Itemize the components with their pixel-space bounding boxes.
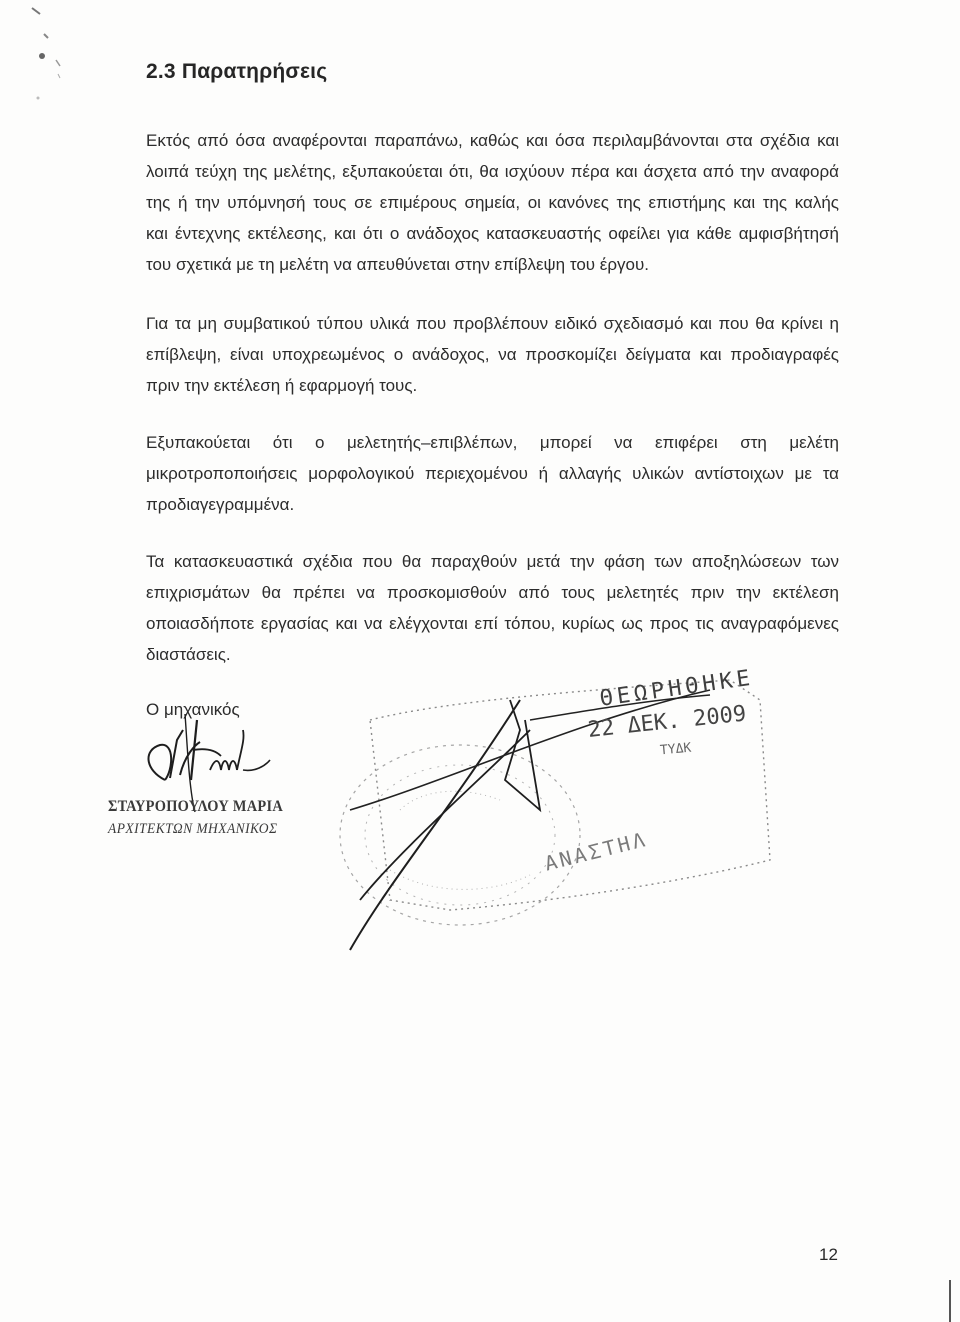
seal-reference: ΤΥΔΚ: [659, 740, 692, 759]
paragraph-line: Εκτός από όσα αναφέρονται παραπάνω, καθώς και όσα περιλαμβάνονται στα σχέδια και: [146, 131, 839, 150]
paragraph-line: Για τα μη συμβατικού τύπου υλικά που προβλέπουν ειδικό σχεδιασμό και που θα κρίνει η: [146, 314, 839, 333]
paragraph-line: μικροτροποποιήσεις μορφολογικού περιεχομένου ή αλλαγής υλικών αντίστοιχων με τα: [146, 464, 839, 483]
paragraph-line: προδιαγεγραμμένα.: [146, 495, 295, 514]
seal-date: 22 ΔΕΚ. 2009: [586, 701, 748, 743]
paragraph-line: επίβλεψη, είναι υποχρεωμένος ο ανάδοχος, να προσκομίζει δείγματα και προδιαγραφές: [146, 345, 839, 364]
paragraph-line: της ή την υπόμνησή τους σε επιμέρους σημεία, οι κανόνες της επιστήμης και της καλής: [146, 193, 839, 212]
seal-lower-text: ΑΝΑΣΤΗΛ: [542, 826, 651, 876]
paragraph-line: οποιασδήποτε εργασίας και να ελέγχονται επί τόπου, κυρίως ως προς τις αναγραφόμενες: [146, 614, 839, 633]
scan-artifact-marks: [0, 0, 80, 120]
page-number: 12: [819, 1245, 838, 1264]
engineer-stamp: [108, 796, 303, 840]
paragraph-general-rules: [146, 125, 839, 280]
seal-approved-text: ΘΕΩΡΗΘΗΚΕ: [598, 665, 756, 712]
paragraph-line: Εξυπακούεται ότι ο μελετητής–επιβλέπων, μπορεί να επιφέρει στη μελέτη: [146, 433, 839, 452]
paragraph-construction-drawings: [146, 546, 839, 670]
paragraph-line: λοιπά τεύχη της μελέτης, εξυπακούεται ότι, θα ισχύουν πέρα και άσχετα από την αναφορά: [146, 162, 839, 181]
section-heading: 2.3 Παρατηρήσεις: [146, 60, 328, 83]
paragraph-non-standard-materials: [146, 308, 839, 401]
stamp-name: ΣΤΑΥΡΟΠΟΥΛΟΥ ΜΑΡΙΑ: [108, 798, 284, 815]
paragraph-line: διαστάσεις.: [146, 645, 231, 664]
paragraph-line: πριν την εκτέλεση ή εφαρμογή τους.: [146, 376, 418, 395]
paragraph-line: του σχετικά με τη μελέτη να απευθύνεται στην επίβλεψη του έργου.: [146, 255, 650, 274]
engineer-label: Ο μηχανικός: [146, 700, 240, 719]
paragraph-line: Τα κατασκευαστικά σχέδια που θα παραχθούν μετά την φάση των αποξηλώσεων των: [146, 552, 839, 571]
stamp-title: ΑΡΧΙΤΕΚΤΩΝ ΜΗΧΑΝΙΚΟΣ: [108, 821, 278, 837]
paragraph-line: επιχρισμάτων θα πρέπει να προσκομισθούν από τους μελετητές πριν την εκτέλεση: [146, 583, 839, 602]
paragraph-line: και έντεχνης εκτέλεσης, και ότι ο ανάδοχος κατασκευαστής οφείλει για κάθε αμφισβήτησή: [146, 224, 839, 243]
scan-edge-line: [940, 1280, 960, 1322]
paragraph-designer-modifications: [146, 427, 839, 520]
